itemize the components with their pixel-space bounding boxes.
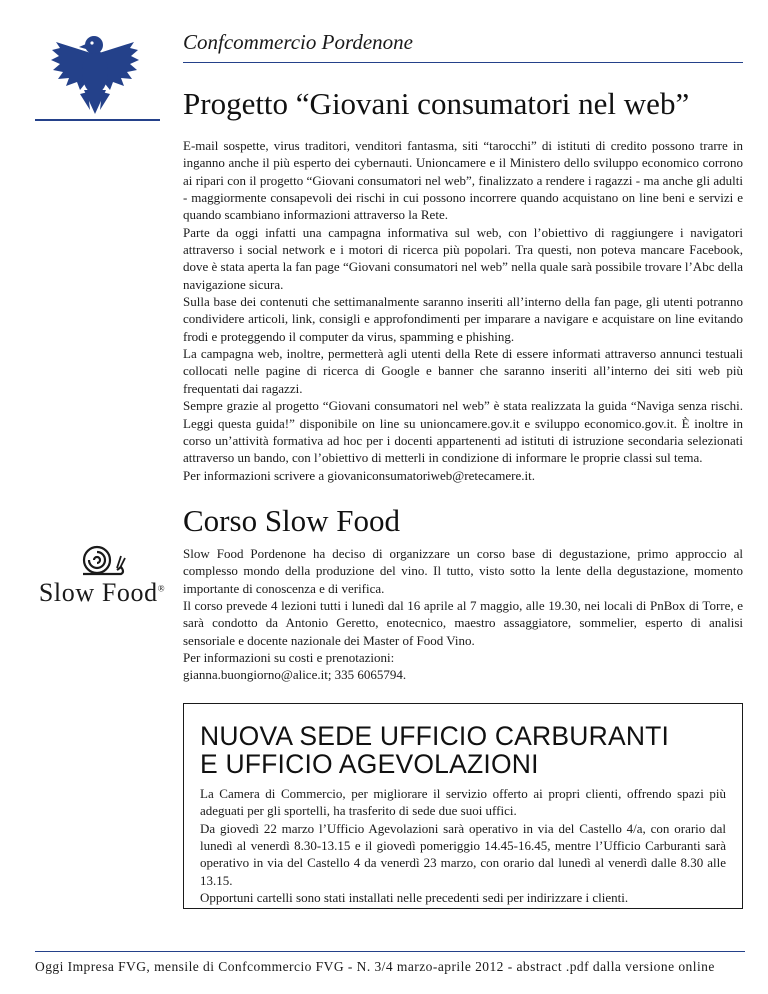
section-body-slow-food — [183, 545, 743, 684]
confcommercio-eagle-logo — [50, 32, 140, 116]
logo-underline — [35, 119, 160, 121]
paragraph: Sulla base dei contenuti che settimanalmente saranno inseriti all’interno della fan page, gli utenti potranno condividere articoli, link, consigli e approfondimenti per imparare a navigare e acquistare on line evitando frodi e proteggendo il computer da virus, spamming e phishing. — [183, 294, 743, 344]
section-title-slow-food: Corso Slow Food — [183, 503, 401, 538]
header-title: Confcommercio Pordenone — [183, 30, 413, 54]
paragraph: E-mail sospette, virus traditori, venditori fantasma, siti “tarocchi” di istituti di credito possono trarre in inganno anche il più esperto dei cybernauti. Unioncamere e il Ministero dello sviluppo economico corrono ai ripari con il progetto “Giovani consumatori nel web”, finalizzato a rendere i ragazzi - ma anche gli adulti - maggiormente consapevoli dei rischi in cui possono incorrere quando acquistano on line beni e servizi e quando scambiano informazioni attraverso la Rete. — [183, 138, 743, 223]
registered-mark: ® — [157, 583, 166, 594]
contact-line: gianna.buongiorno@alice.it; 335 6065794. — [183, 667, 407, 683]
paragraph: Per informazioni su costi e prenotazioni: — [183, 650, 395, 666]
footer-rule — [35, 951, 745, 952]
header-rule — [183, 62, 743, 63]
slow-food-wordmark: Slow Food — [38, 578, 158, 607]
notice-box-nuova-sede — [183, 703, 743, 909]
notice-title-line1: NUOVA SEDE UFFICIO CARBURANTI — [200, 721, 670, 751]
notice-title — [200, 722, 669, 778]
paragraph: Parte da oggi infatti una campagna informativa sul web, con l’obiettivo di raggiungere i navigatori attraverso i social network e i motori di ricerca più popolari. Tra questi, non poteva mancare Facebook, dove è stata aperta la fan page “Giovani consumatori nel web” nella quale sarà possibile trovare l’Abc della navigazione sicura. — [183, 224, 743, 292]
footer-text: Oggi Impresa FVG, mensile di Confcommercio FVG - N. 3/4 marzo-aprile 2012 - abstract .pdf dalla versione online — [35, 959, 715, 974]
paragraph: La Camera di Commercio, per migliorare il servizio offerto ai propri clienti, offrendo spazi più adeguati per gli sportelli, ha trasferito di sede due suoi uffici. — [200, 786, 726, 819]
paragraph: Opportuni cartelli sono stati installati nelle precedenti sedi per indirizzare i clienti. — [200, 890, 629, 906]
section-title-giovani-consumatori: Progetto “Giovani consumatori nel web” — [183, 86, 690, 121]
paragraph: Slow Food Pordenone ha deciso di organizzare un corso base di degustazione, primo approccio al complesso mondo della produzione del vino. Il tutto, visto sotto la lente della degustazione, momento importante di conoscenza e di verifica. — [183, 546, 743, 596]
paragraph: Da giovedì 22 marzo l’Ufficio Agevolazioni sarà operativo in via del Castello 4/a, con orario dal lunedì al venerdì 8.30-13.15 e il giovedì pomeriggio 14.45-16.45, mentre l’Ufficio Carburanti sarà operativo in via del Castello 4 da venerdì 23 marzo, con orario dal lunedì al venerdì dalle 8.30 alle 13.15. — [200, 820, 726, 888]
notice-body — [200, 785, 726, 906]
paragraph: La campagna web, inoltre, permetterà agli utenti della Rete di essere informati attraverso annunci testuali collocati nelle pagine di ricerca di Google e banner che saranno inseriti all’interno dei siti web più frequentati dai ragazzi. — [183, 346, 743, 396]
paragraph: Sempre grazie al progetto “Giovani consumatori nel web” è stata realizzata la guida “Naviga senza rischi. Leggi questa guida!” disponibile on line su unioncamere.gov.it e sviluppo economico.gov.it. È inoltre in corso un’attività formativa ad hoc per i docenti appartenenti ad istituti di istruzione secondaria selezionati attraverso un bando, con l’obiettivo di metterli in condizione di informare le proprie classi sul tema. — [183, 398, 743, 466]
section-body-giovani-consumatori — [183, 137, 743, 484]
snail-icon — [77, 542, 127, 578]
paragraph: Il corso prevede 4 lezioni tutti i lunedì dal 16 aprile al 7 maggio, alle 19.30, nei locali di PnBox di Torre, e sarà condotto da Antonio Geretto, enotecnico, maestro assaggiatore, sommelier, esperto di analisi sensoriale e docente nazionale dei Master of Food Vino. — [183, 598, 743, 648]
notice-title-line2: E UFFICIO AGEVOLAZIONI — [200, 749, 539, 779]
slow-food-logo — [38, 542, 166, 608]
contact-line: Per informazioni scrivere a giovaniconsumatoriweb@retecamere.it. — [183, 467, 535, 483]
